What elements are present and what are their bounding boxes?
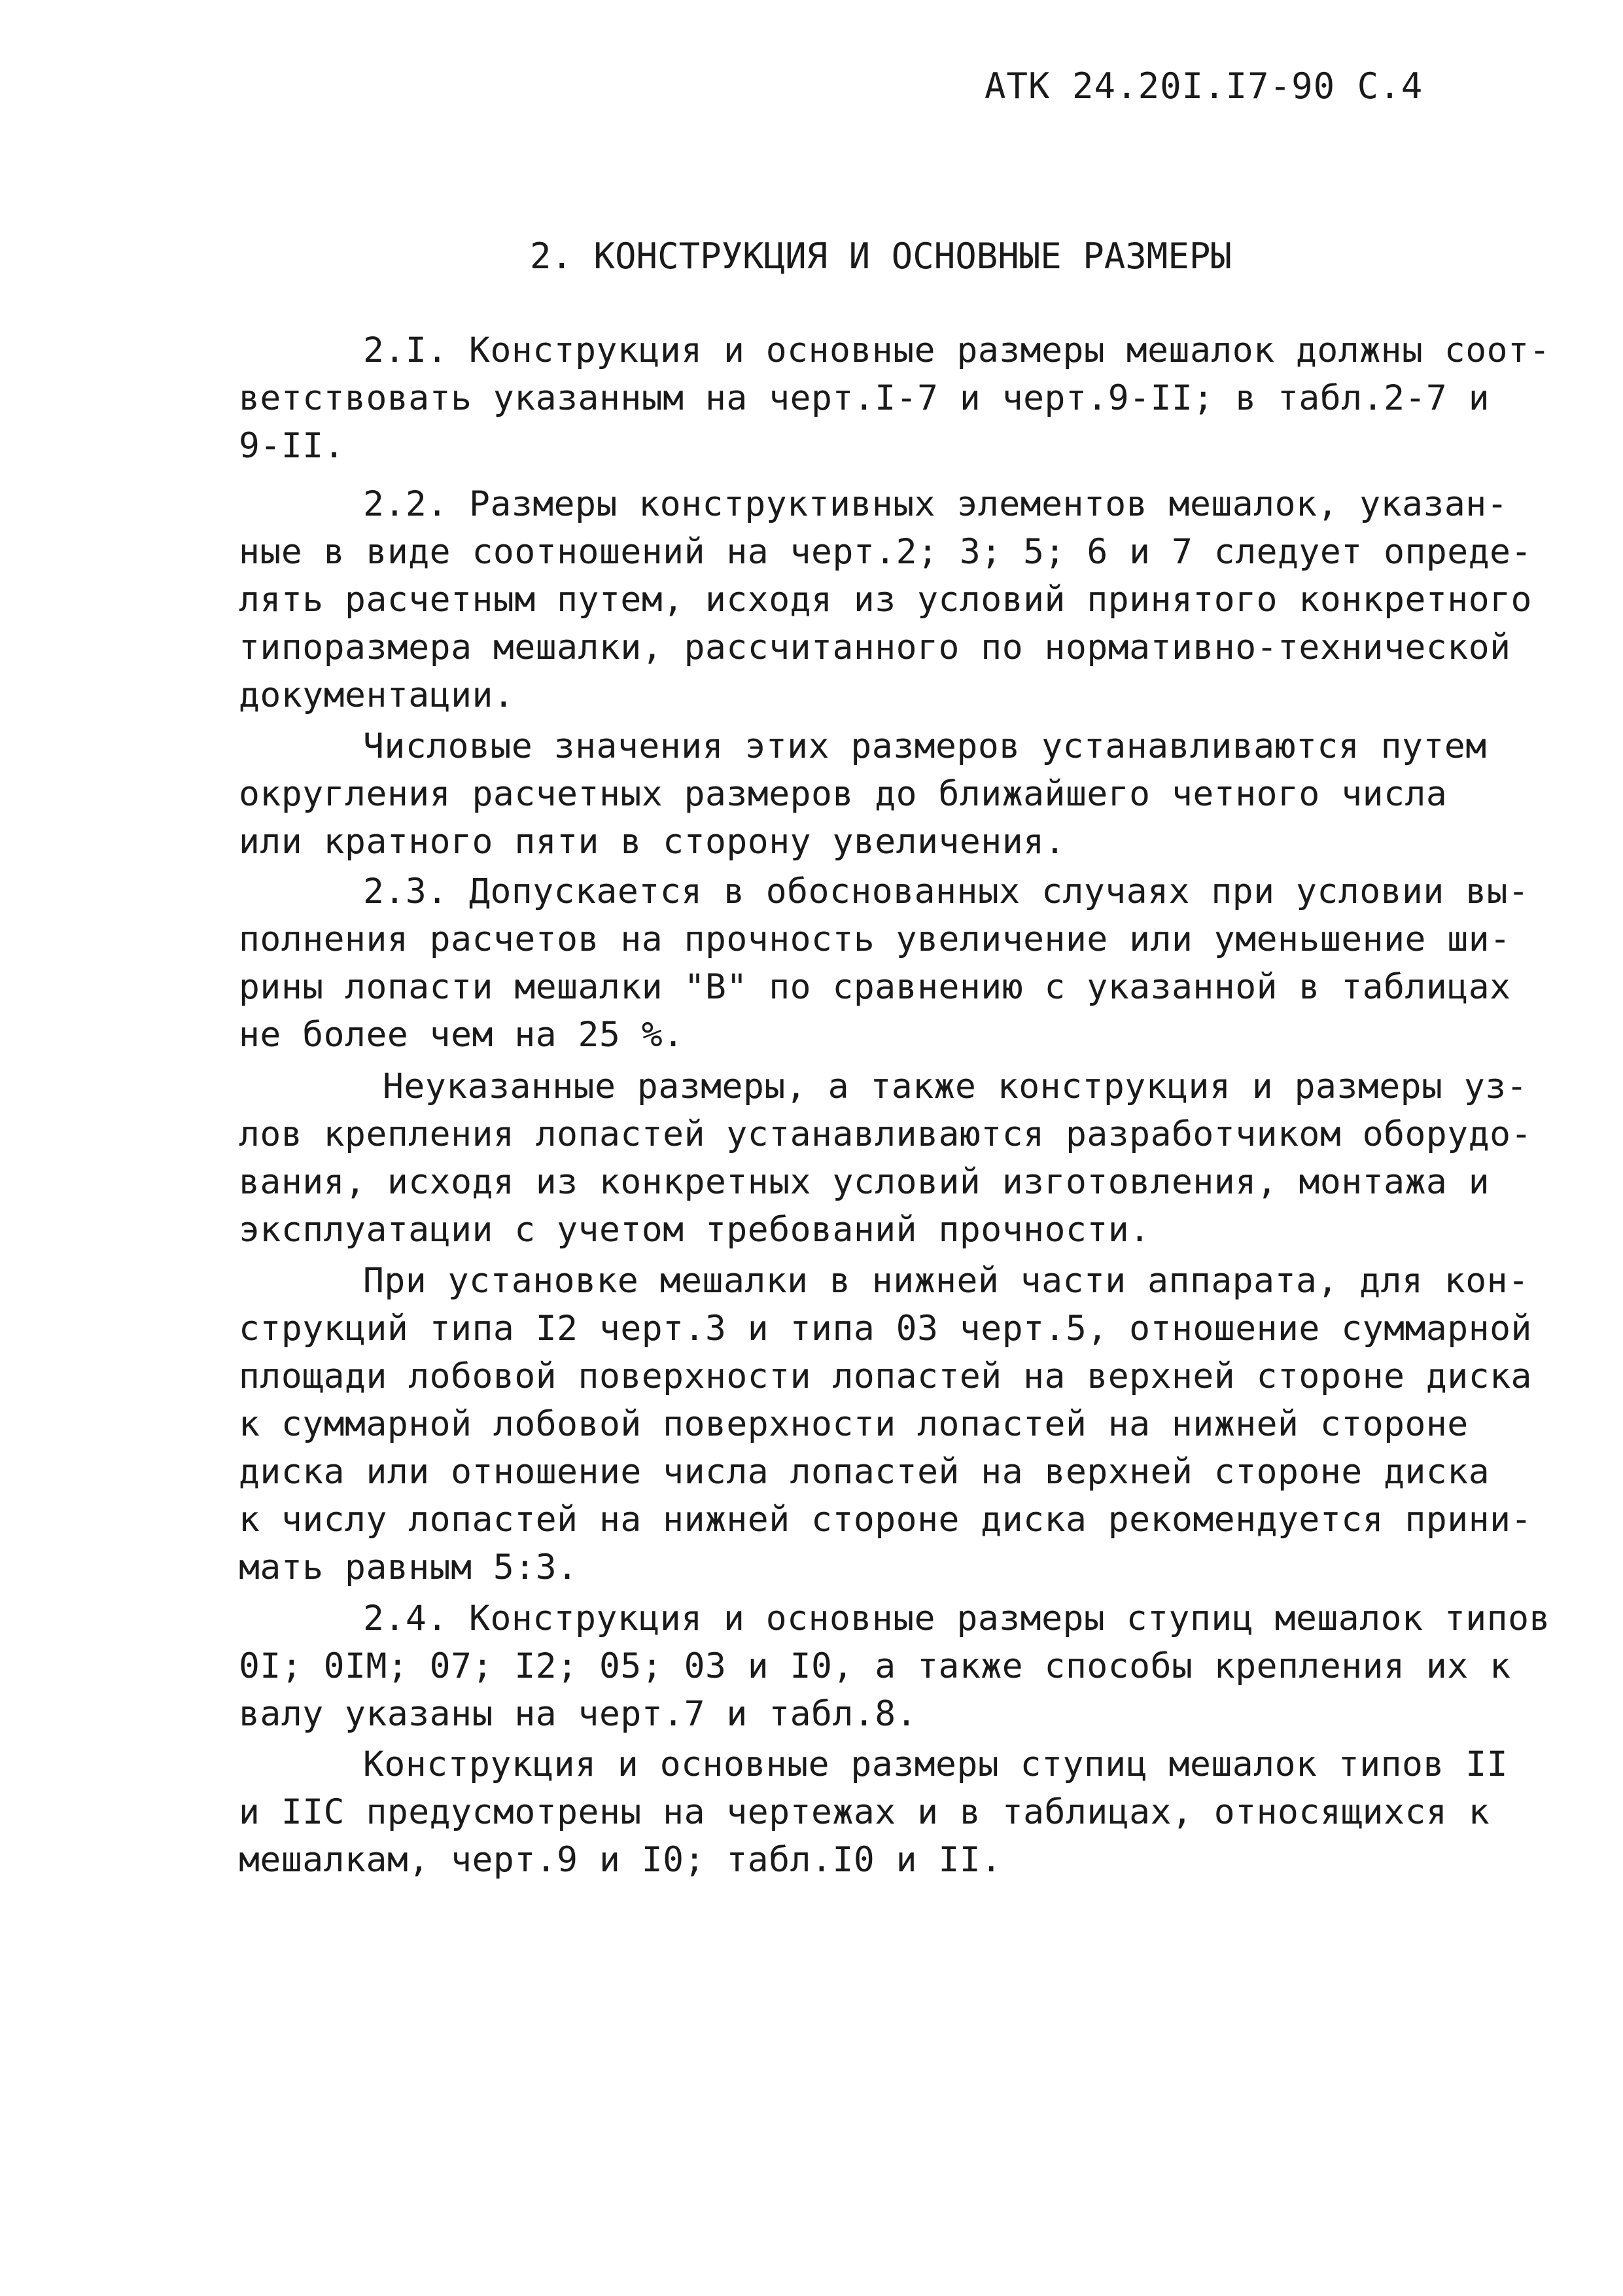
document-code-header: АТК 24.20I.I7-90 С.4	[985, 65, 1423, 107]
paragraph-2-2-line-2: ные в виде соотношений на черт.2; 3; 5; 6 и 7 следует опреде-	[239, 532, 1532, 572]
paragraph-installation-line-6: к числу лопастей на нижней стороне диска рекомендуется прини-	[239, 1500, 1532, 1540]
paragraph-hubs-line-3: мешалкам, черт.9 и I0; табл.I0 и II.	[239, 1840, 1002, 1880]
paragraph-hubs-line-1: Конструкция и основные размеры ступиц мешалок типов II	[363, 1744, 1509, 1784]
paragraph-installation-line-4: к суммарной лобовой поверхности лопастей на нижней стороне	[239, 1404, 1469, 1444]
paragraph-2-4-line-3: валу указаны на черт.7 и табл.8.	[239, 1694, 918, 1734]
paragraph-2-1-line-1: 2.I. Конструкция и основные размеры мешалок должны соот-	[363, 330, 1550, 370]
paragraph-installation-line-7: мать равным 5:3.	[239, 1547, 578, 1587]
paragraph-unspecified-line-1: Неуказанные размеры, а также конструкция и размеры уз-	[383, 1067, 1528, 1106]
paragraph-hubs-line-2: и IIС предусмотрены на чертежах и в таблицах, относящихся к	[239, 1792, 1490, 1832]
paragraph-unspecified-line-3: вания, исходя из конкретных условий изготовления, монтажа и	[239, 1162, 1490, 1202]
paragraph-2-1-line-3: 9-II.	[239, 426, 345, 466]
paragraph-installation-line-2: струкций типа I2 черт.3 и типа 03 черт.5, отношение суммарной	[239, 1309, 1532, 1349]
paragraph-installation-line-3: площади лобовой поверхности лопастей на верхней стороне диска	[239, 1356, 1532, 1396]
paragraph-2-2-line-4: типоразмера мешалки, рассчитанного по нормативно-технической	[239, 627, 1511, 667]
paragraph-installation-line-5: диска или отношение числа лопастей на верхней стороне диска	[239, 1452, 1490, 1492]
paragraph-rounding-line-3: или кратного пяти в сторону увеличения.	[239, 822, 1066, 862]
paragraph-2-4-line-1: 2.4. Конструкция и основные размеры ступиц мешалок типов	[363, 1598, 1550, 1638]
paragraph-unspecified-line-4: эксплуатации с учетом требований прочности.	[239, 1210, 1151, 1250]
paragraph-2-2-line-1: 2.2. Размеры конструктивных элементов мешалок, указан-	[363, 484, 1509, 524]
paragraph-rounding-line-2: округления расчетных размеров до ближайшего четного числа	[239, 774, 1448, 814]
paragraph-rounding-line-1: Числовые значения этих размеров устанавливаются путем	[363, 726, 1487, 766]
paragraph-2-3-line-2: полнения расчетов на прочность увеличение или уменьшение ши-	[239, 919, 1511, 959]
paragraph-2-4-line-2: 0I; 0IМ; 07; I2; 05; 03 и I0, а также способы крепления их к	[239, 1646, 1511, 1686]
paragraph-2-3-line-4: не более чем на 25 %.	[239, 1015, 684, 1055]
section-title: 2. КОНСТРУКЦИЯ И ОСНОВНЫЕ РАЗМЕРЫ	[530, 236, 1232, 277]
paragraph-installation-line-1: При установке мешалки в нижней части аппарата, для кон-	[363, 1261, 1529, 1301]
paragraph-2-2-line-5: документации.	[239, 675, 515, 715]
paragraph-unspecified-line-2: лов крепления лопастей устанавливаются разработчиком оборудо-	[239, 1114, 1532, 1154]
paragraph-2-3-line-1: 2.3. Допускается в обоснованных случаях при условии вы-	[363, 872, 1529, 911]
paragraph-2-2-line-3: лять расчетным путем, исходя из условий принятого конкретного	[239, 580, 1532, 620]
paragraph-2-3-line-3: рины лопасти мешалки "В" по сравнению с указанной в таблицах	[239, 967, 1511, 1007]
paragraph-2-1-line-2: ветствовать указанным на черт.I-7 и черт.9-II; в табл.2-7 и	[239, 378, 1490, 418]
